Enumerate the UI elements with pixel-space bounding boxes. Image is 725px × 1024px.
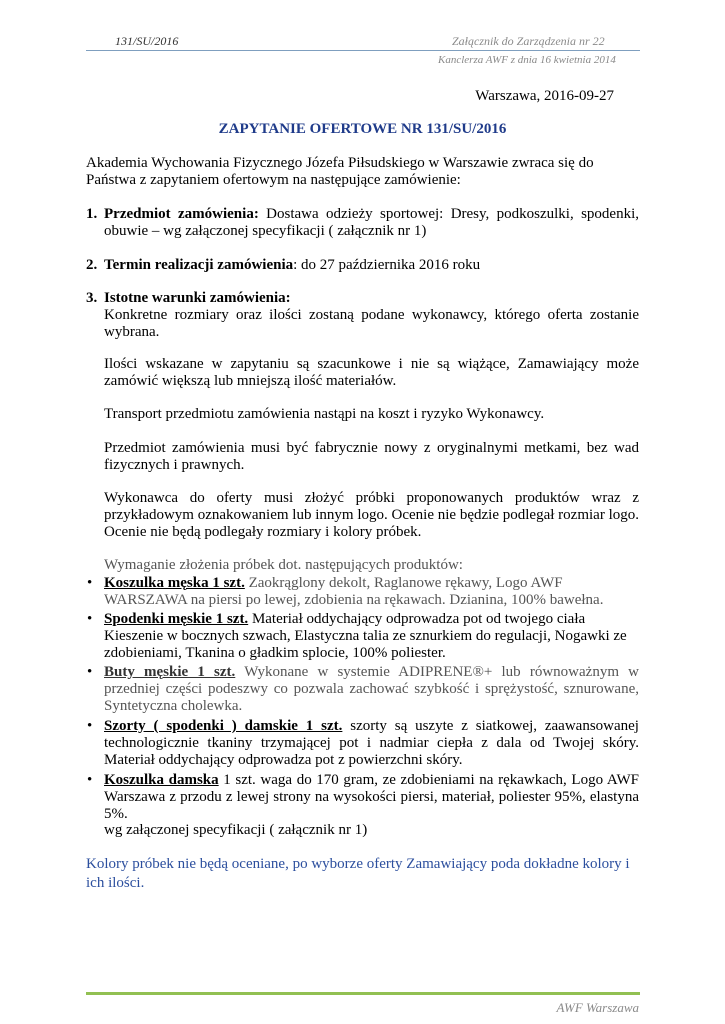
attachment-label: Załącznik do Zarządzenia nr 22	[452, 34, 605, 48]
document-date: Warszawa, 2016-09-27	[475, 88, 614, 104]
product-item	[104, 772, 639, 823]
section-number: 3.	[86, 290, 98, 306]
product-name: Koszulka męska 1 szt.	[104, 575, 245, 591]
section-number: 1.	[86, 206, 98, 222]
section-label: Istotne warunki zamówienia:	[104, 290, 291, 306]
condition-paragraph: Przedmiot zamówienia musi być fabrycznie nowy z oryginalnymi metkami, bez wad fizycznych i prawnych.	[104, 440, 639, 473]
condition-paragraph: Konkretne rozmiary oraz ilości zostaną podane wykonawcy, którego oferta zostanie wybrana.	[104, 307, 639, 340]
colors-note: Kolory próbek nie będą oceniane, po wyborze oferty Zamawiający poda dokładne kolory i ich ilości.	[86, 856, 630, 891]
bullet-icon: •	[87, 718, 93, 734]
product-item	[104, 611, 639, 662]
product-name: Koszulka damska	[104, 772, 219, 788]
product-item	[104, 718, 639, 769]
section-number: 2.	[86, 257, 98, 273]
section-label: Termin realizacji zamówienia	[104, 257, 294, 273]
header-divider	[86, 50, 640, 51]
bullet-icon: •	[87, 772, 93, 788]
section-deadline	[104, 257, 639, 274]
condition-paragraph: Transport przedmiotu zamówienia nastąpi na koszt i ryzyko Wykonawcy.	[104, 406, 545, 422]
section-text: : do 27 października 2016 roku	[293, 257, 481, 273]
product-desc: Zaokrąglony dekolt, Raglanowe rękawy, Logo AWF WARSZAWA na piersi po lewej, zdobienia na rękawach. Dzianina, 100% bawełna.	[104, 575, 604, 608]
product-desc: 1 szt. waga do 170 gram, ze zdobieniami na rękawkach, Logo AWF Warszawa z przodu z lewej strony na wysokości piersi, materiał, poliester 95%, elastyna 5%.	[104, 772, 639, 822]
condition-paragraph: Ilości wskazane w zapytaniu są szacunkowe i nie są wiążące, Zamawiający może zamówić większą lub mniejszą ilość materiałów.	[104, 356, 639, 389]
product-name: Buty męskie 1 szt.	[104, 664, 236, 680]
footer-divider	[86, 992, 640, 995]
product-name: Spodenki męskie 1 szt.	[104, 611, 249, 627]
document-title: ZAPYTANIE OFERTOWE NR 131/SU/2016	[218, 121, 507, 137]
products-heading: Wymaganie złożenia próbek dot. następujących produktów:	[104, 557, 463, 573]
product-name: Szorty ( spodenki ) damskie 1 szt.	[104, 718, 343, 734]
product-item	[104, 664, 639, 715]
specification-note: wg załączonej specyfikacji ( załącznik nr 1)	[104, 822, 368, 838]
product-desc: Materiał oddychający odprowadza pot od twojego ciała Kieszenie w bocznych szwach, Elastyczna talia ze sznurkiem do regulacji, Nogawki ze zdobieniami, Tkanina o gładkim splocie, 100% poliester.	[104, 611, 627, 661]
intro-paragraph: Akademia Wychowania Fizycznego Józefa Piłsudskiego w Warszawie zwraca się do Państwa z zapytaniem ofertowym na następujące zamówienie:	[86, 155, 594, 188]
section-conditions	[104, 290, 639, 307]
document-reference: 131/SU/2016	[115, 34, 179, 48]
bullet-icon: •	[87, 664, 93, 680]
bullet-icon: •	[87, 575, 93, 591]
product-desc: Wykonane w systemie ADIPRENE®+ lub równoważnym w przedniej części podeszwy co pozwala zachować szybkość i sprężystość, sznurowane, Syntetyczna cholewka.	[104, 664, 639, 714]
bullet-icon: •	[87, 611, 93, 627]
footer-text: AWF Warszawa	[556, 1000, 639, 1015]
condition-paragraph: Wykonawca do oferty musi złożyć próbki proponowanych produktów wraz z przykładowym oznakowaniem lub innym logo. Ocenie nie będzie podlegał rozmiar logo. Ocenie nie będą podlegały rozmiary i kolory próbek.	[104, 490, 639, 540]
product-desc: szorty są uszyte z siatkowej, zaawansowanej technologicznie tkaniny trzymającej pot i nadmiar ciepła z dala od Twojej skóry. Materiał oddychający odprowadza pot z powierzchni skóry.	[104, 718, 639, 768]
product-item	[104, 575, 639, 609]
attachment-subline: Kanclerza AWF z dnia 16 kwietnia 2014	[438, 54, 616, 66]
section-order-subject	[104, 206, 639, 240]
section-text: Dostawa odzieży sportowej: Dresy, podkoszulki, spodenki, obuwie – wg załączonej specyfikacji ( załącznik nr 1)	[104, 206, 639, 239]
section-label: Przedmiot zamówienia:	[104, 206, 259, 222]
